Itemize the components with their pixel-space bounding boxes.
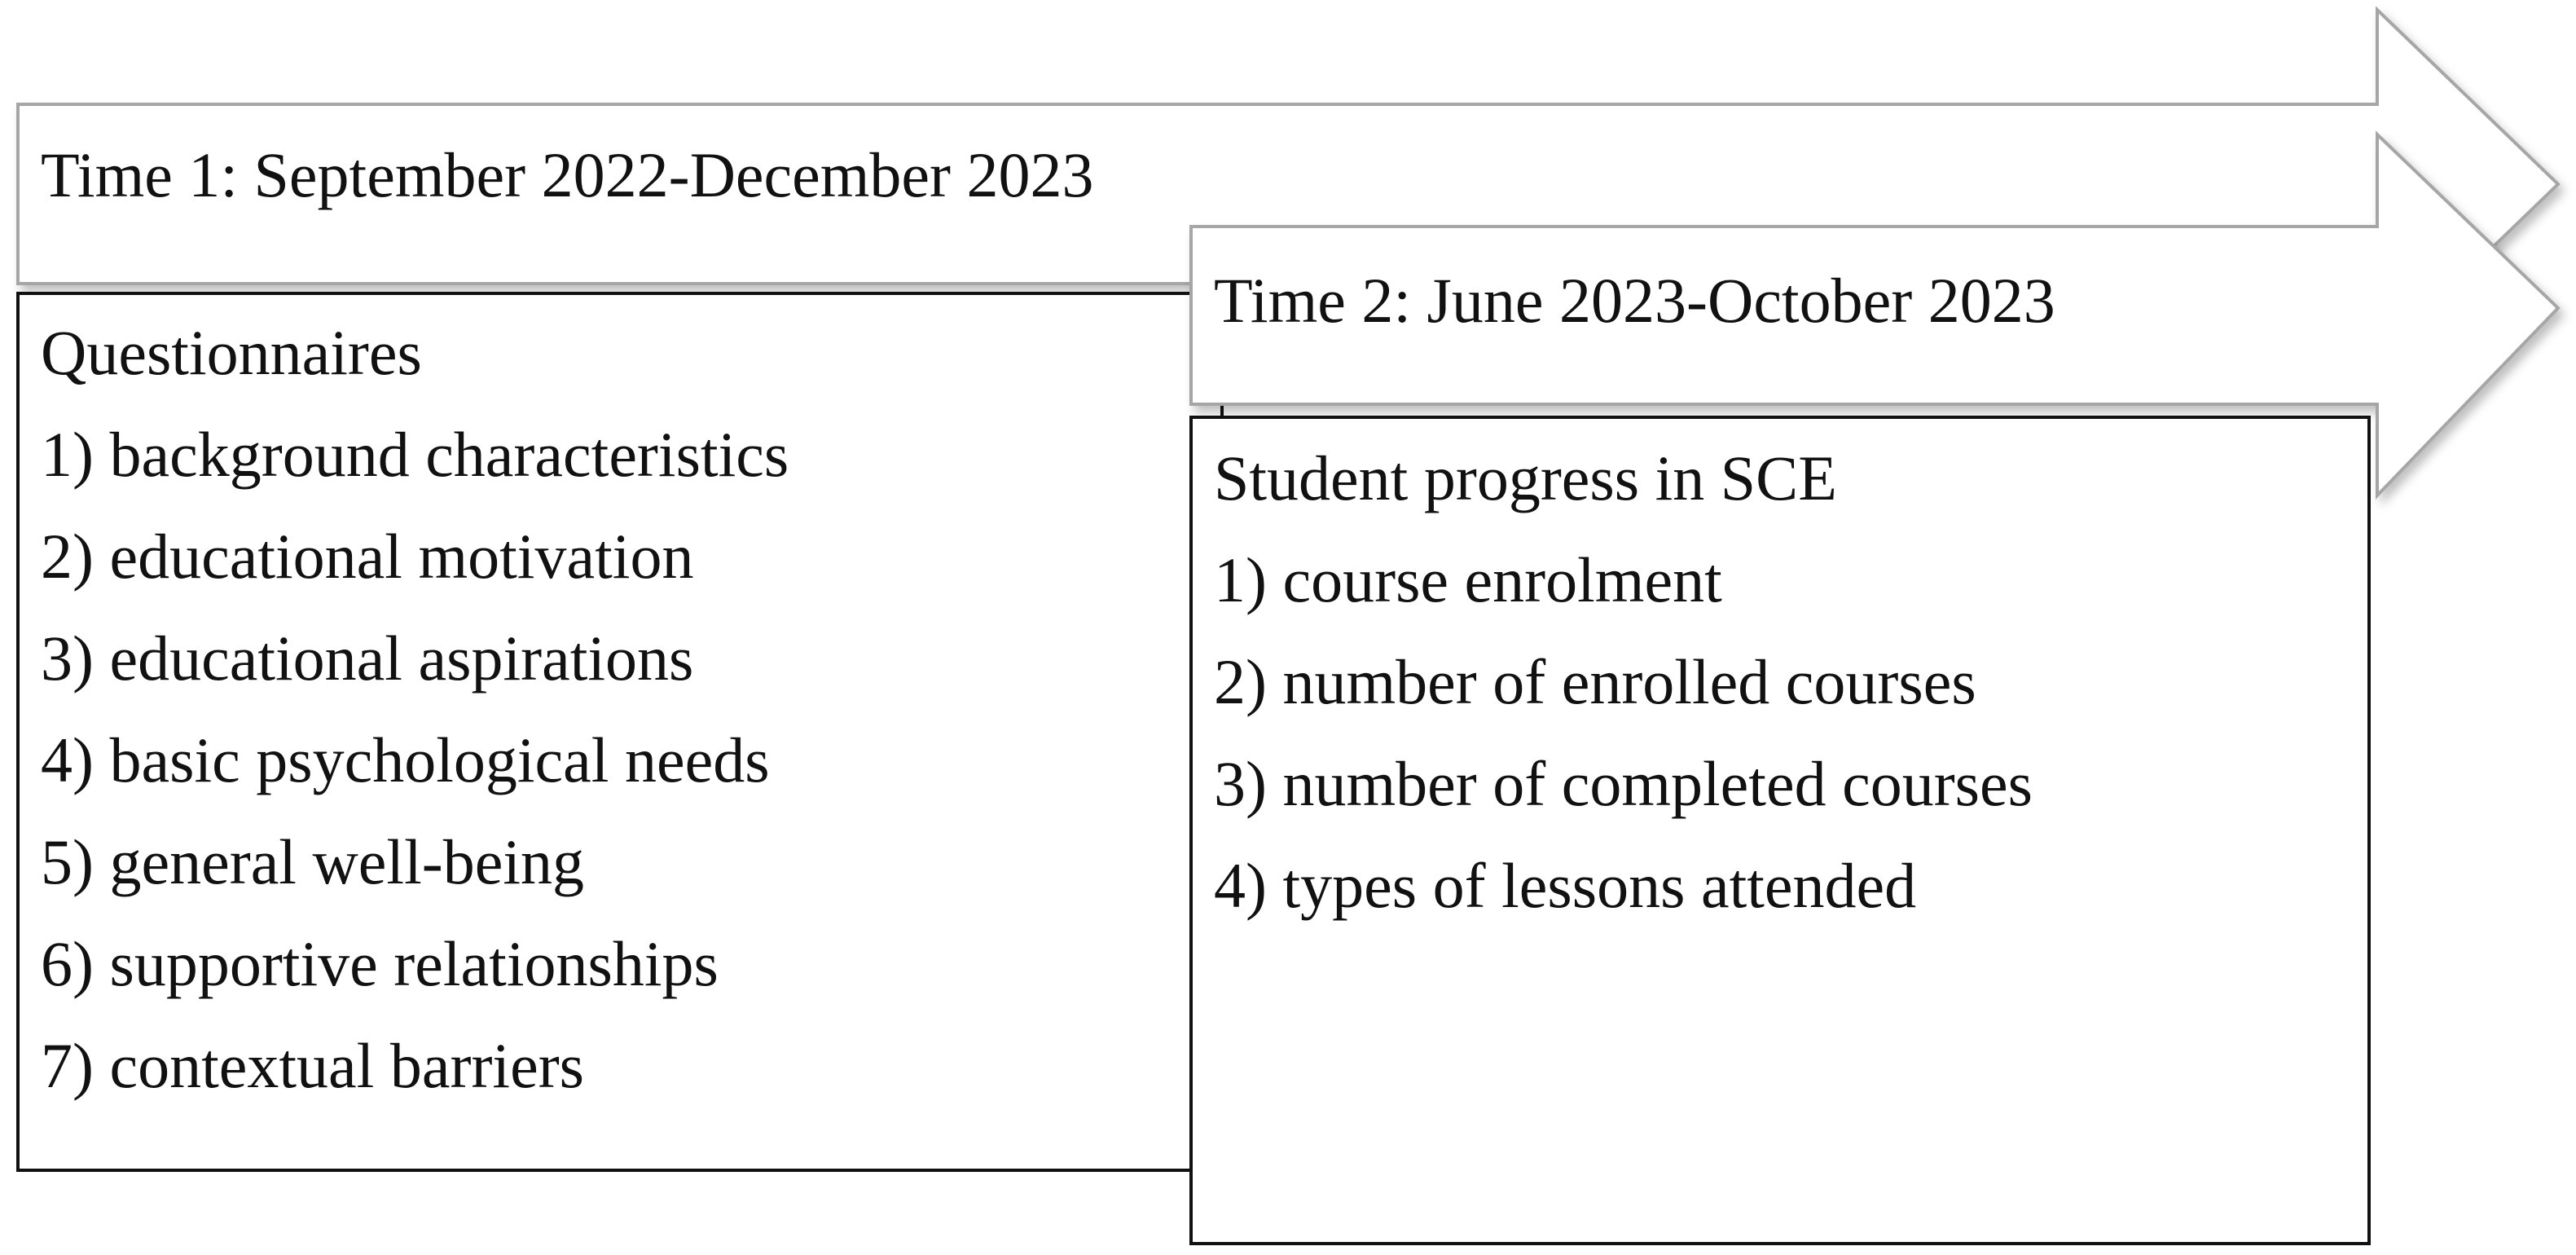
list-item: 2) number of enrolled courses [1214, 646, 1976, 717]
time1-label: Time 1: September 2022-December 2023 [41, 139, 1094, 210]
list-item: 3) number of completed courses [1214, 748, 2033, 819]
list-item: 1) course enrolment [1214, 544, 1722, 615]
list-item: 4) types of lessons attended [1214, 850, 1917, 921]
list-item: 1) background characteristics [41, 419, 789, 490]
time2-box-content [1214, 427, 2033, 936]
list-item: 3) educational aspirations [41, 623, 694, 694]
time1-box-heading: Questionnaires [41, 317, 422, 388]
list-item: 5) general well-being [41, 826, 585, 897]
list-item: 6) supportive relationships [41, 928, 719, 999]
list-item: 7) contextual barriers [41, 1030, 585, 1101]
time2-box-heading: Student progress in SCE [1214, 443, 1837, 513]
time1-box-content [41, 302, 789, 1116]
list-item: 4) basic psychological needs [41, 724, 770, 795]
time2-label: Time 2: June 2023-October 2023 [1214, 265, 2055, 336]
list-item: 2) educational motivation [41, 521, 694, 592]
